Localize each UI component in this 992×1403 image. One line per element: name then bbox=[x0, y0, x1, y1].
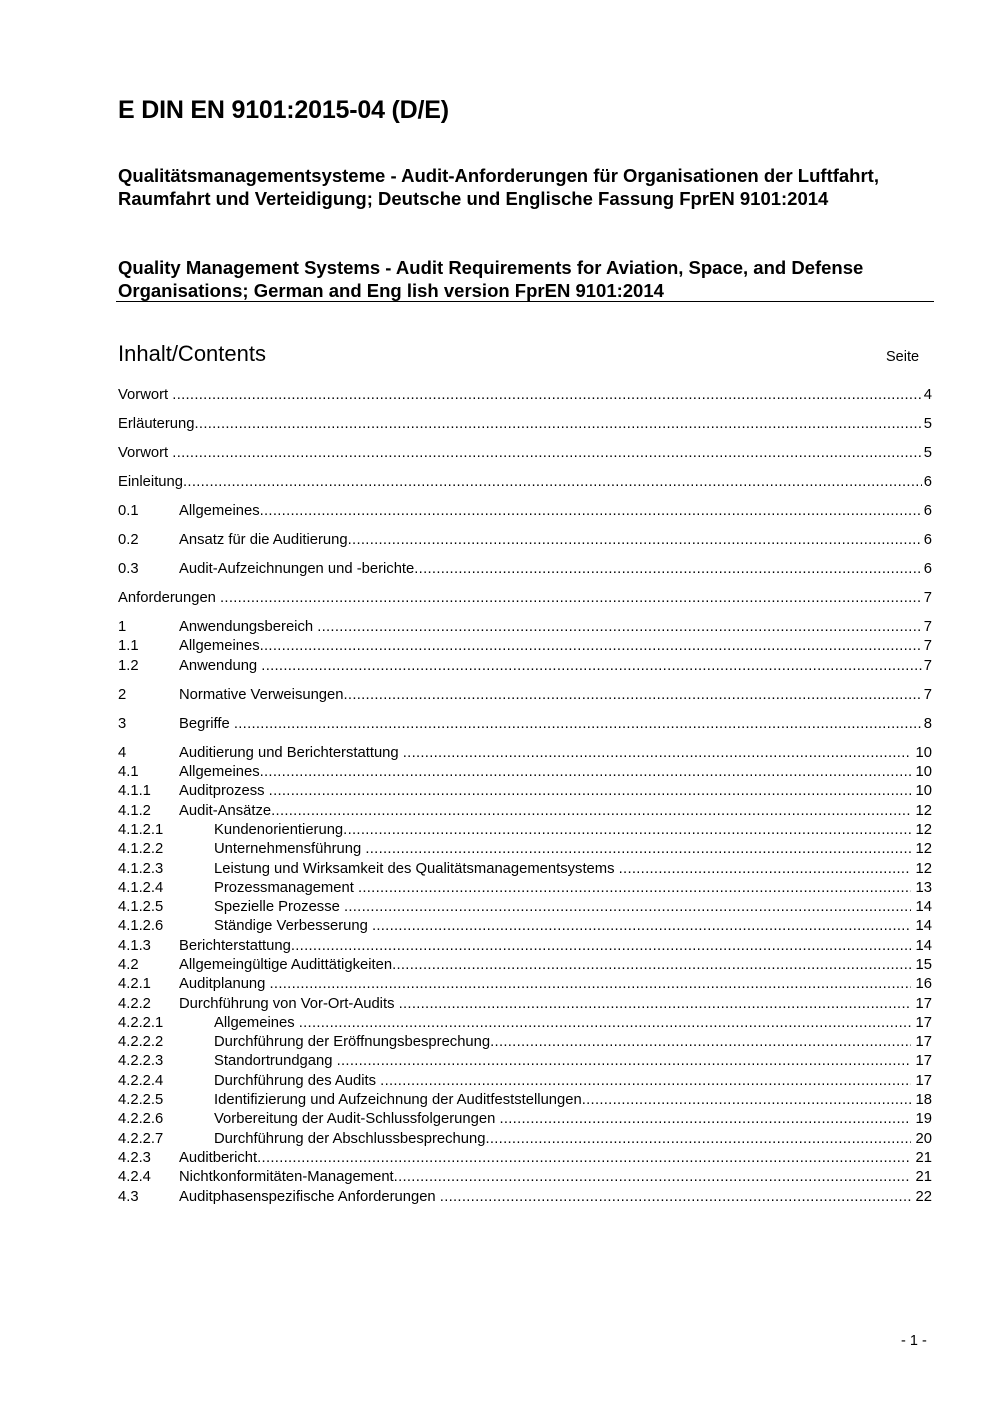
toc-entry-page: 14 bbox=[915, 937, 932, 954]
toc-entry-title: Allgemeines bbox=[179, 764, 260, 781]
toc-dot-leader bbox=[619, 860, 911, 879]
toc-entry-number: 4.2.1 bbox=[118, 976, 151, 993]
toc-entry[interactable] bbox=[118, 386, 932, 405]
toc-entry-page: 6 bbox=[923, 503, 932, 520]
toc-entry-page: 21 bbox=[915, 1169, 932, 1186]
page-number-footer: - 1 - bbox=[901, 1333, 927, 1349]
toc-dot-leader bbox=[172, 444, 921, 463]
toc-entry-title: Ständige Verbesserung bbox=[214, 918, 372, 935]
toc-entry-number: 1.2 bbox=[118, 657, 139, 674]
toc-dot-leader bbox=[365, 840, 910, 859]
toc-entry[interactable] bbox=[118, 618, 932, 637]
toc-entry-page: 7 bbox=[923, 619, 932, 636]
toc-entry-number: 4.3 bbox=[118, 1188, 139, 1205]
toc-entry-number: 4.1.3 bbox=[118, 937, 151, 954]
toc-dot-leader bbox=[270, 975, 911, 994]
subtitle-german: Qualitätsmanagementsysteme - Audit-Anforderungen für Organisationen der Luftfahrt, Raumfahrt und Verteidigung; Deutsche und Englische Fassung FprEN 9101:2014 bbox=[118, 165, 879, 209]
toc-entry-number: 4.2.2.1 bbox=[118, 1014, 164, 1031]
toc-entry[interactable] bbox=[118, 936, 932, 955]
toc-entry-number: 0.3 bbox=[118, 561, 139, 578]
toc-entry-title: Leistung und Wirksamkeit des Qualitätsmanagementsystems bbox=[214, 860, 619, 877]
toc-entry[interactable] bbox=[118, 917, 932, 936]
toc-entry-page: 17 bbox=[915, 1014, 932, 1031]
toc-entry-page: 17 bbox=[915, 995, 932, 1012]
toc-entry-title: Allgemeingültige Audittätigkeiten bbox=[179, 956, 393, 973]
toc-entry-title: Kundenorientierung bbox=[214, 821, 344, 838]
toc-entry-title: Spezielle Prozesse bbox=[214, 899, 344, 916]
toc-entry-number: 4.2 bbox=[118, 956, 139, 973]
toc-entry-title: Auditprozess bbox=[179, 783, 269, 800]
toc-entry-page: 8 bbox=[923, 715, 932, 732]
toc-dot-leader bbox=[260, 763, 911, 782]
toc-entry-page: 16 bbox=[915, 976, 932, 993]
toc-entry-page: 10 bbox=[915, 764, 932, 781]
toc-entry-title: Ansatz für die Auditierung bbox=[179, 532, 348, 549]
subtitle-english: Quality Management Systems - Audit Requirements for Aviation, Space, and Defense Organisations; German and Eng lish version FprEN 9101:2014 bbox=[118, 257, 864, 301]
toc-entry-page: 12 bbox=[915, 821, 932, 838]
toc-entry[interactable] bbox=[118, 589, 932, 608]
toc-dot-leader bbox=[440, 1188, 911, 1207]
toc-entry-title: Durchführung des Audits bbox=[214, 1072, 381, 1089]
toc-entry[interactable] bbox=[118, 782, 932, 801]
toc-dot-leader bbox=[172, 386, 921, 405]
table-of-contents bbox=[118, 386, 932, 1207]
toc-dot-leader bbox=[392, 956, 910, 975]
toc-entry-page: 7 bbox=[923, 590, 932, 607]
toc-dot-leader bbox=[291, 937, 911, 956]
toc-entry[interactable] bbox=[118, 859, 932, 878]
toc-entry-title: Allgemeines bbox=[214, 1014, 299, 1031]
toc-entry[interactable] bbox=[118, 821, 932, 840]
toc-entry-page: 5 bbox=[923, 445, 932, 462]
toc-entry-number: 1.1 bbox=[118, 638, 139, 655]
toc-entry[interactable] bbox=[118, 956, 932, 975]
toc-entry-number: 3 bbox=[118, 715, 127, 732]
toc-entry-number: 4.2.2.6 bbox=[118, 1111, 164, 1128]
toc-entry-number: 4.2.4 bbox=[118, 1169, 151, 1186]
toc-entry-number: 4.1.2 bbox=[118, 802, 151, 819]
toc-entry-title: Anwendung bbox=[179, 657, 262, 674]
toc-entry-page: 14 bbox=[915, 918, 932, 935]
toc-dot-leader bbox=[271, 802, 910, 821]
toc-entry-title: Anforderungen bbox=[118, 590, 221, 607]
document-title: E DIN EN 9101:2015-04 (D/E) bbox=[118, 96, 449, 124]
toc-entry-number: 0.1 bbox=[118, 503, 139, 520]
toc-entry[interactable] bbox=[118, 1091, 932, 1110]
toc-entry-title: Identifizierung und Aufzeichnung der Auditfeststellungen bbox=[214, 1092, 582, 1109]
toc-entry-number: 4.1.2.4 bbox=[118, 879, 164, 896]
toc-entry-page: 12 bbox=[915, 802, 932, 819]
toc-entry-number: 4.1.2.3 bbox=[118, 860, 164, 877]
toc-entry-page: 7 bbox=[923, 686, 932, 703]
toc-entry-page: 17 bbox=[915, 1072, 932, 1089]
toc-dot-leader bbox=[414, 560, 922, 579]
toc-entry[interactable] bbox=[118, 1071, 932, 1090]
toc-entry-page: 12 bbox=[915, 841, 932, 858]
toc-entry[interactable] bbox=[118, 415, 932, 434]
toc-entry-title: Allgemeines bbox=[179, 638, 260, 655]
toc-entry-title: Vorwort bbox=[118, 387, 173, 404]
toc-entry[interactable] bbox=[118, 898, 932, 917]
toc-entry[interactable] bbox=[118, 879, 932, 898]
toc-entry[interactable] bbox=[118, 444, 932, 463]
toc-entry-title: Auditplanung bbox=[179, 976, 270, 993]
toc-dot-leader bbox=[234, 715, 922, 734]
toc-entry[interactable] bbox=[118, 1052, 932, 1071]
toc-entry-page: 6 bbox=[923, 561, 932, 578]
toc-entry-title: Auditphasenspezifische Anforderungen bbox=[179, 1188, 440, 1205]
toc-entry[interactable] bbox=[118, 656, 932, 675]
toc-entry-number: 4.1.2.1 bbox=[118, 821, 164, 838]
toc-dot-leader bbox=[269, 782, 911, 801]
toc-entry[interactable] bbox=[118, 1129, 932, 1148]
toc-entry-title: Berichterstattung bbox=[179, 937, 291, 954]
toc-entry-title: Anwendungsbereich bbox=[179, 619, 318, 636]
toc-dot-leader bbox=[195, 415, 922, 434]
toc-dot-leader bbox=[399, 995, 911, 1014]
toc-dot-leader bbox=[380, 1072, 910, 1091]
toc-entry[interactable] bbox=[118, 473, 932, 492]
toc-entry-title: Nichtkonformitäten-Management bbox=[179, 1169, 394, 1186]
toc-entry-number: 4.1.1 bbox=[118, 783, 151, 800]
toc-entry-title: Vorbereitung der Audit-Schlussfolgerungen bbox=[214, 1111, 500, 1128]
toc-entry-number: 0.2 bbox=[118, 532, 139, 549]
toc-dot-leader bbox=[317, 618, 922, 637]
toc-entry-title: Durchführung der Eröffnungsbesprechung bbox=[214, 1034, 491, 1051]
toc-dot-leader bbox=[582, 1091, 911, 1110]
toc-entry-page: 7 bbox=[923, 657, 932, 674]
toc-dot-leader bbox=[485, 1130, 910, 1149]
toc-entry[interactable] bbox=[118, 994, 932, 1013]
toc-entry-number: 4.2.2.7 bbox=[118, 1130, 164, 1147]
toc-entry-page: 10 bbox=[915, 744, 932, 761]
toc-dot-leader bbox=[343, 821, 910, 840]
toc-dot-leader bbox=[394, 1168, 911, 1187]
toc-entry-title: Prozessmanagement bbox=[214, 879, 358, 896]
toc-entry-title: Auditbericht bbox=[179, 1149, 258, 1166]
toc-entry-page: 15 bbox=[915, 956, 932, 973]
toc-entry-page: 6 bbox=[923, 532, 932, 549]
toc-entry-page: 4 bbox=[923, 387, 932, 404]
toc-entry-title: Audit-Ansätze bbox=[179, 802, 272, 819]
toc-entry-number: 4.2.3 bbox=[118, 1149, 151, 1166]
toc-entry[interactable] bbox=[118, 714, 932, 733]
toc-dot-leader bbox=[260, 502, 922, 521]
toc-entry-number: 4.1.2.5 bbox=[118, 899, 164, 916]
toc-entry-page: 7 bbox=[923, 638, 932, 655]
toc-dot-leader bbox=[344, 898, 911, 917]
toc-entry[interactable] bbox=[118, 1187, 932, 1206]
toc-entry[interactable] bbox=[118, 685, 932, 704]
toc-entry-number: 4.1.2.6 bbox=[118, 918, 164, 935]
toc-entry-page: 5 bbox=[923, 416, 932, 433]
title-divider bbox=[116, 301, 934, 302]
toc-entry-number: 4.2.2 bbox=[118, 995, 151, 1012]
toc-entry-number: 4.2.2.2 bbox=[118, 1034, 164, 1051]
toc-entry[interactable] bbox=[118, 502, 932, 521]
toc-entry-number: 4.2.2.5 bbox=[118, 1092, 164, 1109]
toc-entry-title: Einleitung bbox=[118, 474, 183, 491]
toc-entry[interactable] bbox=[118, 840, 932, 859]
toc-dot-leader bbox=[403, 744, 911, 763]
toc-entry-page: 6 bbox=[923, 474, 932, 491]
toc-dot-leader bbox=[499, 1110, 910, 1129]
toc-dot-leader bbox=[299, 1014, 911, 1033]
toc-entry-page: 19 bbox=[915, 1111, 932, 1128]
contents-heading: Inhalt/Contents bbox=[118, 341, 266, 366]
toc-dot-leader bbox=[490, 1033, 910, 1052]
toc-dot-leader bbox=[344, 686, 922, 705]
toc-entry[interactable] bbox=[118, 1033, 932, 1052]
toc-entry-page: 10 bbox=[915, 783, 932, 800]
toc-entry-title: Unternehmensführung bbox=[214, 841, 366, 858]
toc-dot-leader bbox=[183, 473, 922, 492]
toc-dot-leader bbox=[348, 531, 922, 550]
toc-entry-page: 20 bbox=[915, 1130, 932, 1147]
toc-entry-page: 17 bbox=[915, 1034, 932, 1051]
toc-entry-number: 4.1.2.2 bbox=[118, 841, 164, 858]
toc-entry-title: Auditierung und Berichterstattung bbox=[179, 744, 403, 761]
toc-entry-title: Begriffe bbox=[179, 715, 234, 732]
toc-dot-leader bbox=[372, 917, 911, 936]
toc-entry[interactable] bbox=[118, 1014, 932, 1033]
toc-entry-number: 4.2.2.3 bbox=[118, 1053, 164, 1070]
toc-entry-number: 4.2.2.4 bbox=[118, 1072, 164, 1089]
toc-entry-number: 4.1 bbox=[118, 764, 139, 781]
toc-entry-page: 12 bbox=[915, 860, 932, 877]
toc-entry-title: Erläuterung bbox=[118, 416, 195, 433]
toc-dot-leader bbox=[260, 637, 922, 656]
toc-entry[interactable] bbox=[118, 1110, 932, 1129]
toc-entry[interactable] bbox=[118, 1149, 932, 1168]
toc-entry[interactable] bbox=[118, 763, 932, 782]
toc-entry-page: 18 bbox=[915, 1092, 932, 1109]
toc-entry[interactable] bbox=[118, 801, 932, 820]
toc-entry-page: 13 bbox=[915, 879, 932, 896]
toc-dot-leader bbox=[257, 1149, 910, 1168]
toc-entry-title: Normative Verweisungen bbox=[179, 686, 344, 703]
toc-entry[interactable] bbox=[118, 1168, 932, 1187]
toc-entry-title: Standortrundgang bbox=[214, 1053, 337, 1070]
toc-dot-leader bbox=[337, 1052, 911, 1071]
toc-entry[interactable] bbox=[118, 743, 932, 762]
toc-entry[interactable] bbox=[118, 975, 932, 994]
toc-entry-page: 14 bbox=[915, 899, 932, 916]
toc-dot-leader bbox=[261, 657, 921, 676]
toc-entry-number: 1 bbox=[118, 619, 127, 636]
toc-entry-title: Durchführung der Abschlussbesprechung bbox=[214, 1130, 486, 1147]
toc-entry-title: Vorwort bbox=[118, 445, 173, 462]
toc-dot-leader bbox=[358, 879, 911, 898]
toc-entry-number: 2 bbox=[118, 686, 127, 703]
toc-entry-page: 21 bbox=[915, 1149, 932, 1166]
toc-entry[interactable] bbox=[118, 531, 932, 550]
toc-entry-title: Durchführung von Vor-Ort-Audits bbox=[179, 995, 399, 1012]
toc-entry[interactable] bbox=[118, 560, 932, 579]
toc-dot-leader bbox=[220, 589, 922, 608]
toc-entry-page: 17 bbox=[915, 1053, 932, 1070]
toc-entry-title: Audit-Aufzeichnungen und -berichte bbox=[179, 561, 415, 578]
toc-entry-page: 22 bbox=[915, 1188, 932, 1205]
toc-entry[interactable] bbox=[118, 637, 932, 656]
page-column-label: Seite bbox=[886, 349, 920, 365]
toc-entry-number: 4 bbox=[118, 744, 127, 761]
toc-entry-title: Allgemeines bbox=[179, 503, 260, 520]
